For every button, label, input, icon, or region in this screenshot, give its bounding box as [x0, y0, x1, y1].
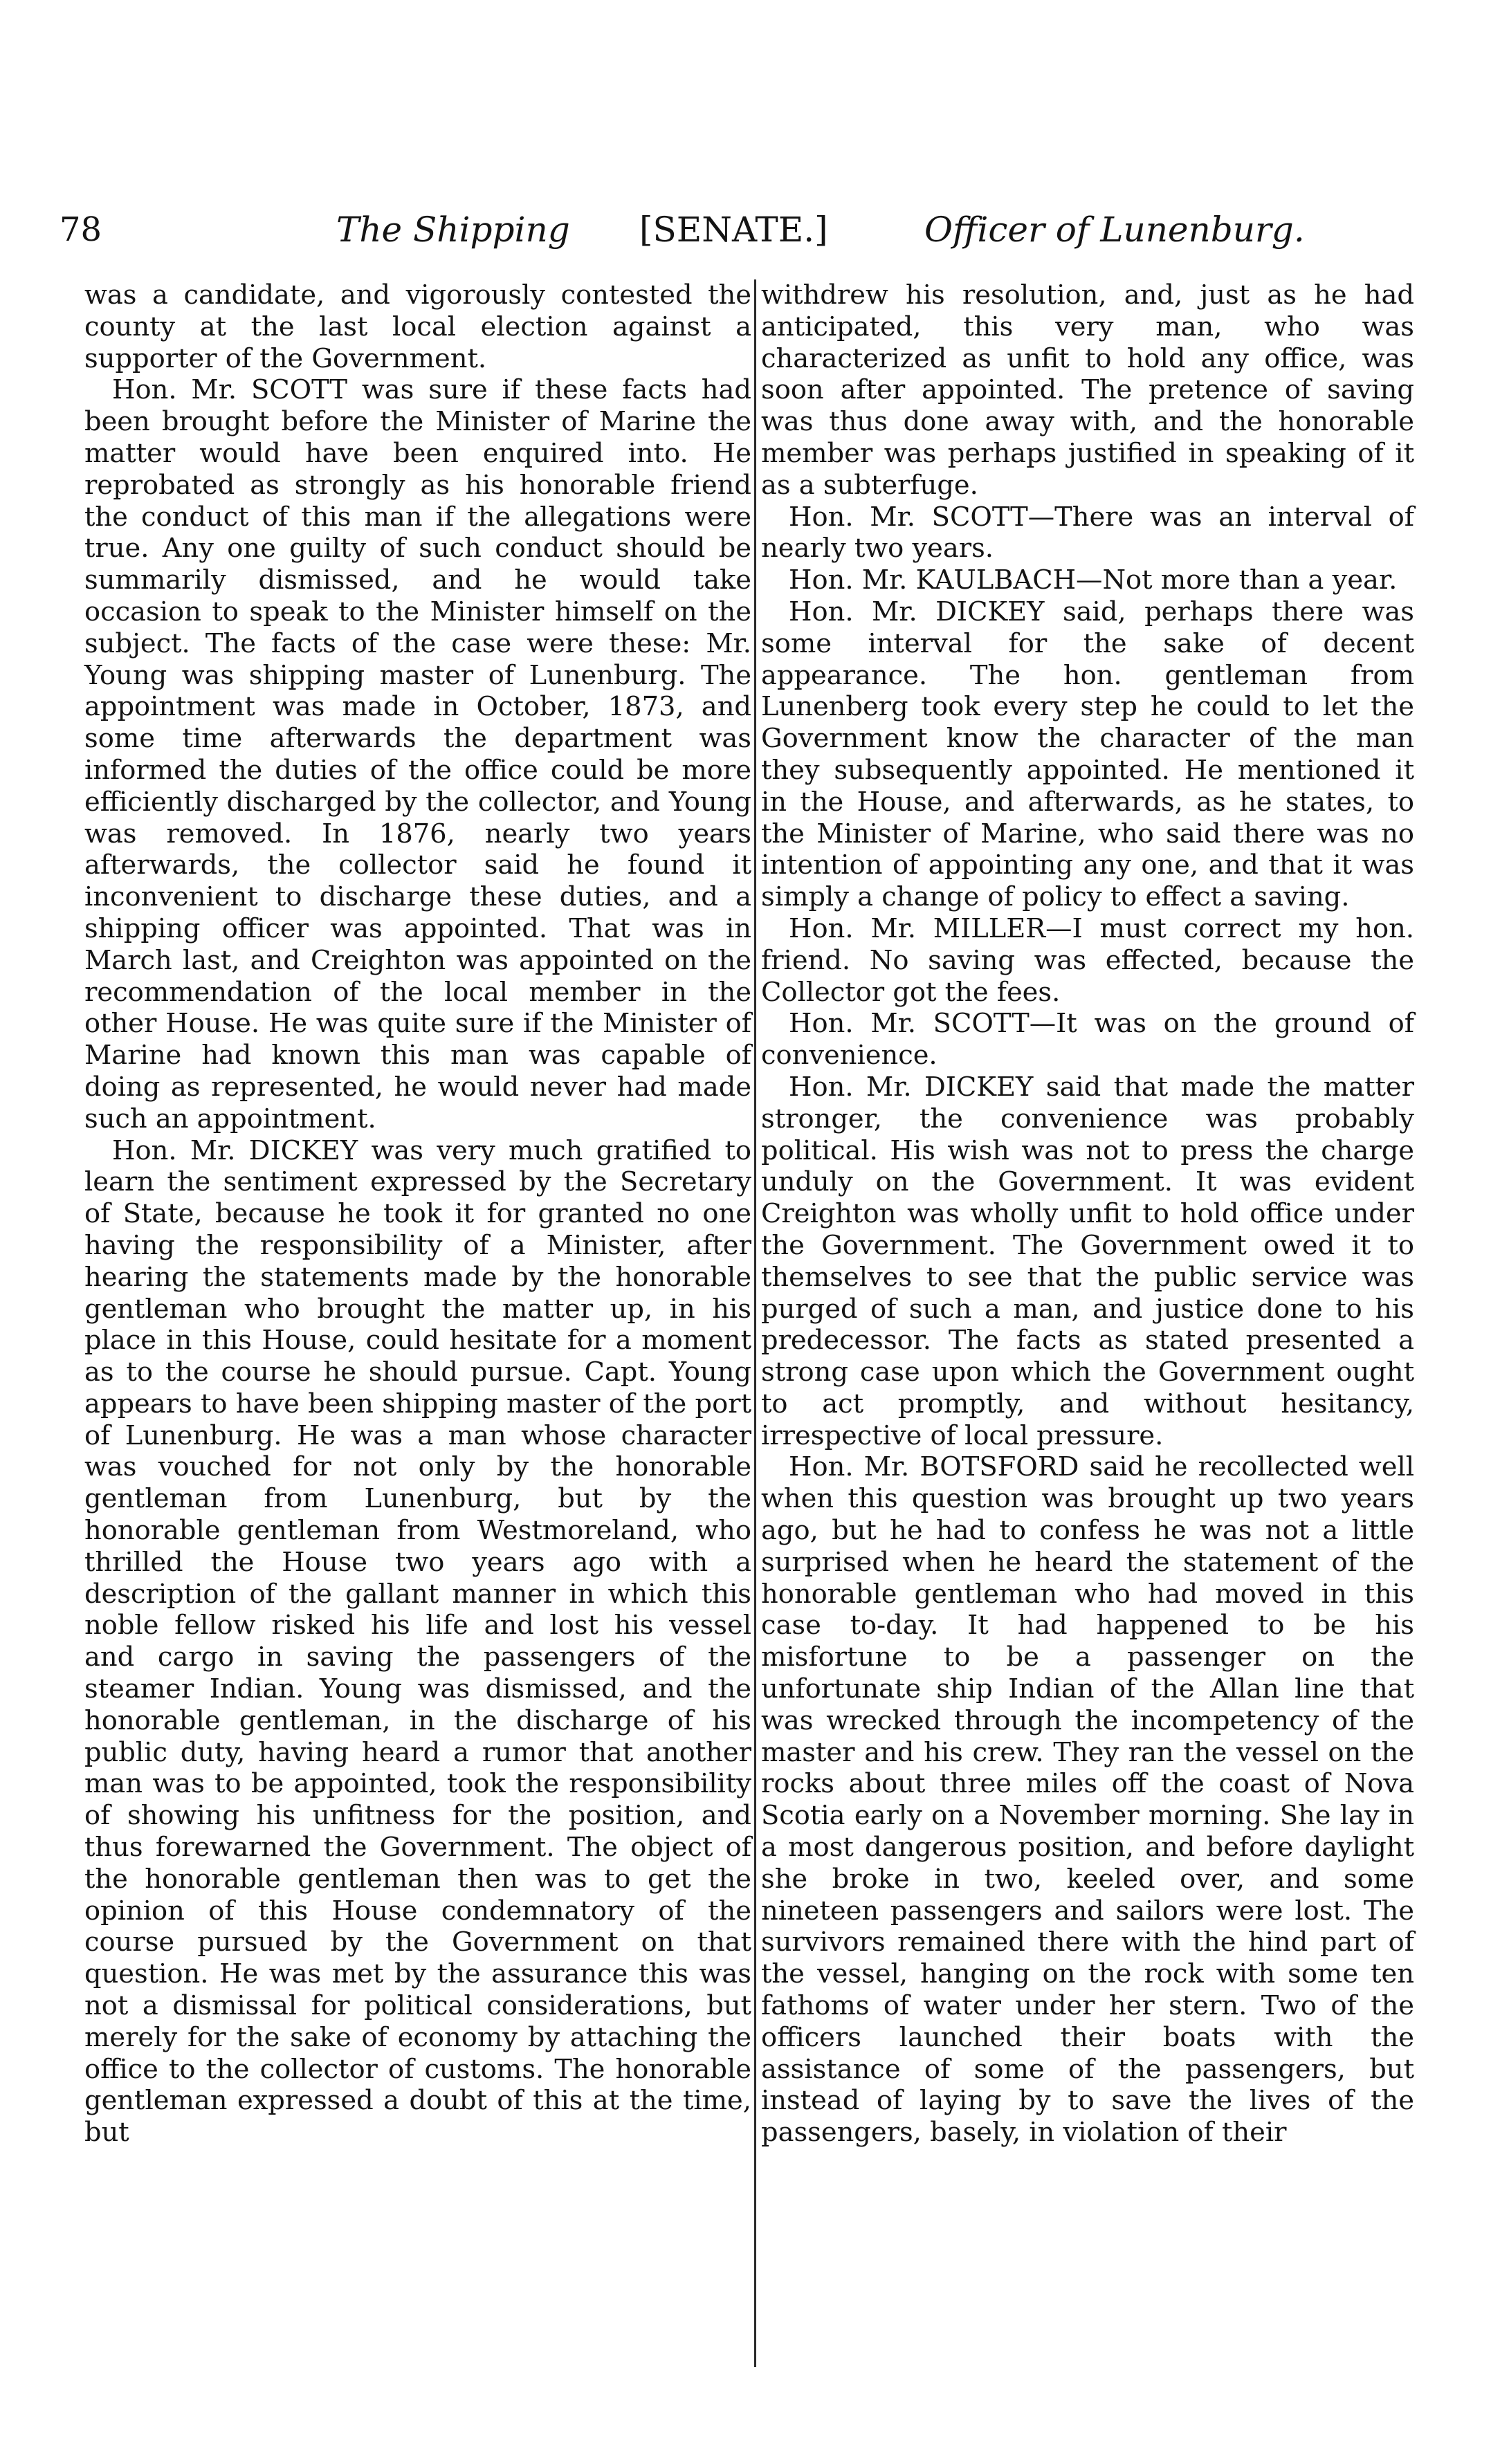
paragraph: Hon. Mr. MILLER—I must correct my hon. friend. No saving was effected, because the Collector got the fees. — [761, 912, 1414, 1008]
page-header — [60, 202, 1416, 257]
paragraph: Hon. Mr. SCOTT—It was on the ground of convenience. — [761, 1008, 1414, 1072]
running-head-left: The Shipping — [336, 210, 570, 250]
running-head-right: Officer of Lunenburg. — [924, 210, 1305, 250]
page-number: 78 — [60, 210, 102, 249]
text-column-right — [761, 279, 1414, 2149]
paragraph: Hon. Mr. BOTSFORD said he recollected well when this question was brought up two years ago, but he had to confess he was not a little surprised when he heard the statement of the honorable gentleman who had moved in this case to-day. It had happened to be his misfortune to be a passenger on the unfortunate ship Indian of the Allan line that was wrecked through the incompetency of the master and his crew. They ran the vessel on the rocks about three miles off the coast of Nova Scotia early on a November morning. She lay in a most dangerous position, and before daylight she broke in two, keeled over, and some nineteen passengers and sailors were lost. The survivors remained there with the hind part of the vessel, hanging on the rock with some ten fathoms of water under her stern. Two of the officers launched their boats with the assistance of some of the passengers, but instead of laying by to save the lives of the passengers, basely, in violation of their — [761, 1451, 1414, 2149]
paragraph: Hon. Mr. KAULBACH—Not more than a year. — [789, 564, 1398, 596]
paragraph: was a candidate, and vigorously contested the county at the last local election against a supporter of the Government. — [84, 279, 751, 374]
text-column-left — [84, 279, 751, 2149]
paragraph: Hon. Mr. DICKEY was very much gratified to learn the sentiment expressed by the Secretary of State, because he took it for granted no one having the responsibility of a Minister, after hearing the statements made by the honorable gentleman who brought the matter up, in his place in this House, could hesitate for a moment as to the course he should pursue. Capt. Young appears to have been shipping master of the port of Lunenburg. He was a man whose character was vouched for not only by the honorable gentleman from Lunenburg, but by the honorable gentleman from Westmoreland, who thrilled the House two years ago with a description of the gallant manner in which this noble fellow risked his life and lost his vessel and cargo in saving the passengers of the steamer Indian. Young was dismissed, and the honorable gentleman, in the discharge of his public duty, having heard a rumor that another man was to be appointed, took the responsibility of showing his unfitness for the position, and thus forewarned the Government. The object of the honorable gentleman then was to get the opinion of this House condemnatory of the course pursued by the Government on that question. He was met by the assurance this was not a dismissal for political considerations, but merely for the sake of economy by attaching the office to the collector of customs. The honorable gentleman expressed a doubt of this at the time, but — [84, 1134, 751, 2149]
paragraph: Hon. Mr. SCOTT—There was an interval of nearly two years. — [761, 501, 1414, 564]
paragraph: withdrew his resolution, and, just as he had anticipated, this very man, who was characterized as unfit to hold any office, was soon after appointed. The pretence of saving was thus done away with, and the honorable member was perhaps justified in speaking of it as a subterfuge. — [761, 279, 1414, 501]
running-head-center: [SENATE.] — [639, 210, 828, 250]
paragraph: Hon. Mr. SCOTT was sure if these facts had been brought before the Minister of Marine the matter would have been enquired into. He reprobated as strongly as his honorable friend the conduct of this man if the allegations were true. Any one guilty of such conduct should be summarily dismissed, and he would take occasion to speak to the Minister himself on the subject. The facts of the case were these: Mr. Young was shipping master of Lunenburg. The appointment was made in October, 1873, and some time afterwards the department was informed the duties of the office could be more efficiently discharged by the collector, and Young was removed. In 1876, nearly two years afterwards, the collector said he found it inconvenient to discharge these duties, and a shipping officer was appointed. That was in March last, and Creighton was appointed on the recommendation of the local member in the other House. He was quite sure if the Minister of Marine had known this man was capable of doing as represented, he would never had made such an appointment. — [84, 374, 751, 1134]
column-divider — [754, 279, 756, 2367]
paragraph: Hon. Mr. DICKEY said, perhaps there was some interval for the sake of decent appearance. The hon. gentleman from Lunenberg took every step he could to let the Government know the character of the man they subsequently appointed. He mentioned it in the House, and afterwards, as he states, to the Minister of Marine, who said there was no intention of appointing any one, and that it was simply a change of policy to effect a saving. — [761, 596, 1414, 913]
paragraph: Hon. Mr. DICKEY said that made the matter stronger, the convenience was probably political. His wish was not to press the charge unduly on the Government. It was evident Creighton was wholly unfit to hold office under the Government. The Government owed it to themselves to see that the public service was purged of such a man, and justice done to his predecessor. The facts as stated presented a strong case upon which the Government ought to act promptly, and without hesitancy, irrespective of local pressure. — [761, 1071, 1414, 1451]
